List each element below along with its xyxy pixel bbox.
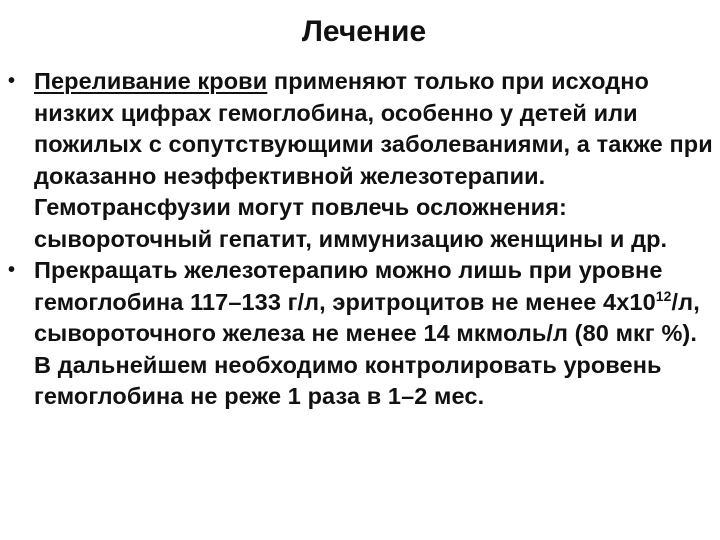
bullet-dot-icon: •	[8, 70, 16, 92]
bullet-item-transfusion	[8, 66, 714, 255]
bullet-text-after: /л, сывороточного железа не менее 14 мкмоль/л (80 мкг %). В дальнейшем необходимо контролировать уровень гемоглобина не реже 1 раза в 1–2 мес.	[34, 288, 700, 409]
bullet-text-before: Прекращать железотерапию можно лишь при уровне гемоглобина 117–133 г/л, эритроцитов не менее 4х10	[34, 257, 663, 315]
slide-title: Лечение	[301, 15, 427, 48]
bullet-text: применяют только при исходно низких цифрах гемоглобина, особенно у детей или пожилых с сопутствующими заболеваниями, а также при доказанно неэффективной железотерапии. Гемотрансфузии могут повлечь осложнения: сывороточный гепатит, иммунизацию женщины и др.	[34, 68, 713, 252]
bullet-item-stop-therapy	[8, 255, 714, 413]
bullet-list	[8, 66, 714, 413]
superscript-exponent: 12	[655, 287, 672, 304]
bullet-dot-icon: •	[8, 259, 16, 281]
underlined-term: Переливание крови	[34, 68, 268, 94]
